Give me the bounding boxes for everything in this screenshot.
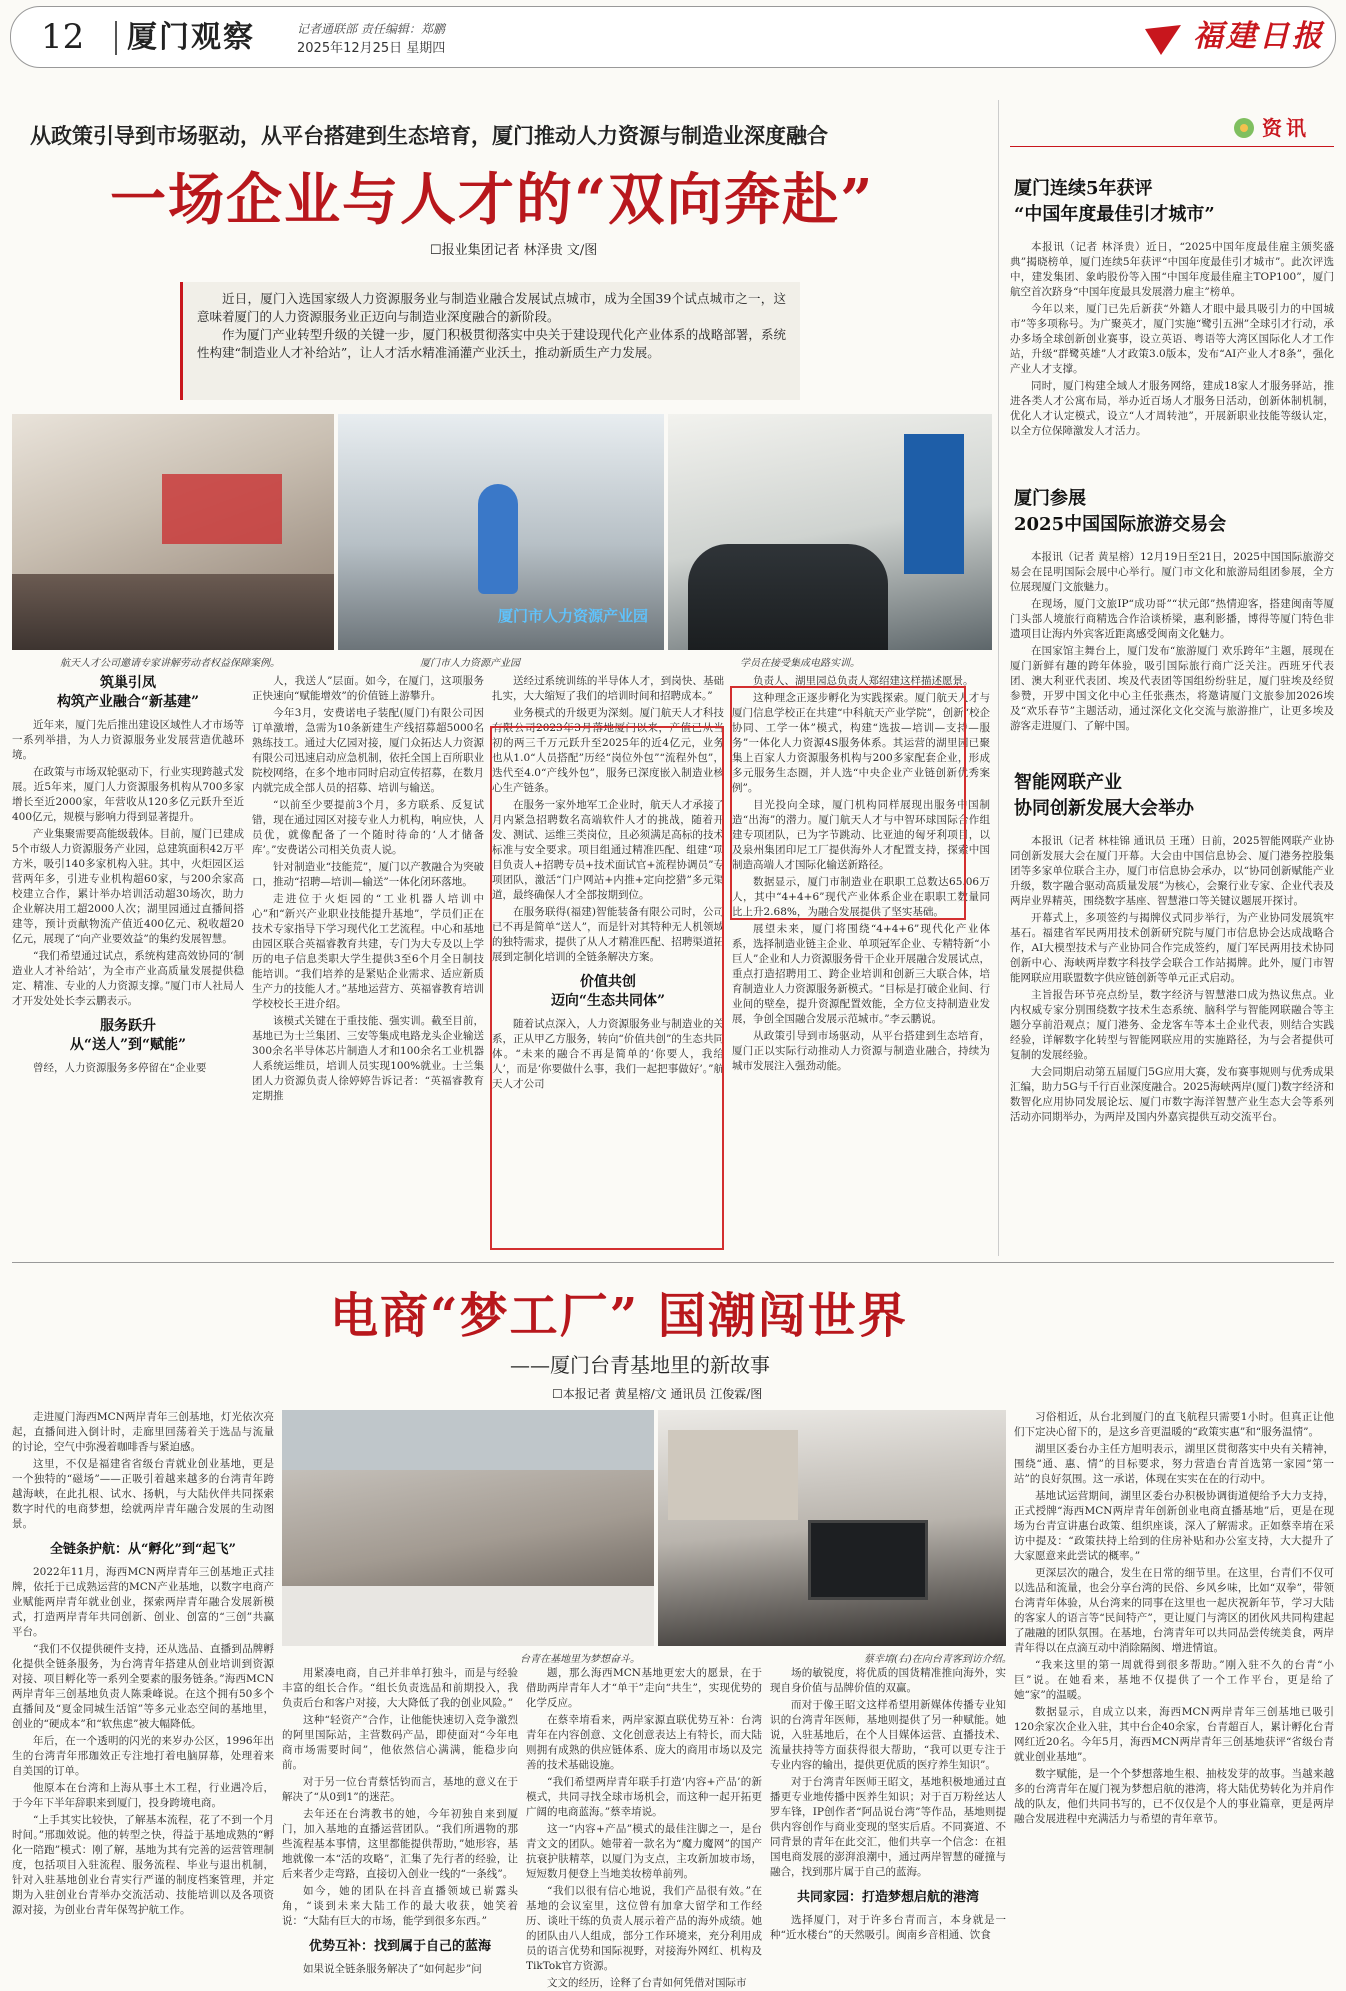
- photo-caption: 厦门市人力资源产业园: [420, 658, 520, 669]
- photo-monitor-shape: [808, 1520, 928, 1600]
- paragraph: 在蔡幸堉看来，两岸家源直联优势互补：台湾青年在内容创意、文化创意表达上有特长，而大陆则拥有成熟的供应链体系、庞大的商用市场以及完善的技术基础设施。: [526, 1714, 762, 1771]
- photo-building-sign: 厦门市人力资源产业园: [498, 607, 649, 625]
- paragraph: “我们不仅提供硬件支持，还从选品、直播到品牌孵化提供全链条服务，为台湾青年搭建从创业培训到资源对接、项目孵化等一系列全要素的服务链条。”海西MCN两岸青年三创基地负责人陈秉峰说。在这个拥有50多个直播间及“夏金同城生活馆”等多元业态空间的基地里，创业的“硬成本”和“软焦虑”被大幅降低。: [12, 1643, 274, 1730]
- lower-byline: ☐本报记者 黄星榕/文 通讯员 江俊霖/图: [552, 1387, 763, 1401]
- sidebar-title: 厦门连续5年获评 “中国年度最佳引才城市”: [1014, 178, 1215, 225]
- highlight-box: [730, 686, 966, 920]
- photo-training-lab: [668, 414, 992, 650]
- photo-screen-shape: [162, 474, 282, 544]
- paragraph: 今年3月，安费诺电子装配(厦门)有限公司因订单激增，急需为10条新建生产线招募超5000名熟练技工。通过大亿园对接，厦门众拓达人力资源有限公司迅速启动应急机制，依托全国上百所职业院校网络，在多个地市同时启动宣传招募，在数月内就完成全部人员的招募、培训与输送。: [252, 707, 484, 794]
- photo-audience-shape: [12, 574, 334, 650]
- paragraph: 开幕式上，多项签约与揭牌仪式同步举行，为产业协同发展筑牢基石。福建省军民两用技术创新研究院与厦门市信息协会达成战略合作，AI大模型技术与产业协同合作完成签约，厦门军民两用技术协同创新中心、海峡两岸数字科技学会联合工作站揭牌。此外，厦门市智能网联应用联盟数字供应链创新等单元正式启动。: [1010, 912, 1334, 984]
- paragraph: 数据显示，自成立以来，海西MCN两岸青年三创基地已吸引120余家次企业入驻，其中台企40余家，台青超百人，累计孵化台青网红近20名。今年5月，海西MCN两岸青年三创基地获评“省级台青就业创业基地”。: [1014, 1706, 1334, 1763]
- paragraph: 大会同期启动第五届厦门5G应用大赛，发布赛事规则与优秀成果汇编，助力5G与千行百业深度融合。2025海峡两岸(厦门)数字经济和数智化应用协同发展论坛、厦门市数字海洋智慧产业生态大会等系列活动亦同期举办，为两岸及国内外嘉宾提供互动交流平台。: [1010, 1066, 1334, 1123]
- subhead: 全链条护航：从“孵化”到“起飞”: [50, 1542, 236, 1557]
- paragraph: 目光投向全球，厦门机构同样展现出服务中国制造“出海”的潜力。厦门航天人才与中智环球国际合作组建专项团队，已为字节跳动、比亚迪的匈牙利项目，以及泉州集团印尼工厂提供海外人才配置支持，探索中国制造高端人才国际化输送新路径。: [732, 799, 990, 871]
- paragraph: 本报讯（记者 黄星榕）12月19日至21日，2025中国国际旅游交易会在昆明国际会展中心举行。厦门市文化和旅游局组团参展，全方位展现厦门文旅魅力。: [1010, 551, 1334, 593]
- subhead: 服务跃升 从“送人”到“赋能”: [69, 1018, 187, 1053]
- paragraph: 在国家馆主舞台上，厦门发布“旅游厦门 欢乐跨年”主题，展现在厦门新鲜有趣的跨年体验，吸引国际旅行商广泛关注。西班牙代表团、澳大利亚代表团、埃及代表团等国组纷纷驻足，厦门驻埃及经贸参赞，开罗中国文化中心主任张燕杰，将邀请厦门文旅参加2026埃及“欢乐春节”主题活动，通过深化文化交流与旅游推广，让更多埃及游客走进厦门、了解中国。: [1010, 645, 1334, 732]
- paragraph: “以前至少要提前3个月，多方联系、反复试错，现在通过园区对接专业人力机构，响应快，人员优，就像配备了一个随时待命的‘人才储备库’。”安费诺公司相关负责人说。: [252, 799, 484, 856]
- column-rule: [998, 100, 999, 1256]
- paragraph: 数据显示，厦门市制造业在职职工总数达65.06万人，其中“4+4+6”现代产业体系企业在职职工数量同比上升2.68%，为融合发展提供了坚实基础。: [732, 876, 990, 918]
- lower-column-4: [770, 1666, 1006, 1941]
- news-badge-label: 资讯: [1262, 116, 1310, 140]
- page-number: 12: [41, 17, 85, 57]
- paragraph: 年后，在一个透明的闪光的来岁办公区，1996年出生的台湾青年邢珈效正专注地打着电脑屏幕，处理着来自美国的订单。: [12, 1735, 274, 1777]
- photo-banner-shape: [904, 434, 964, 574]
- main-kicker: 从政策引导到市场驱动，从平台搭建到生态培育，厦门推动人力资源与制造业深度融合: [30, 123, 828, 148]
- paragraph: 送经过系统训练的半导体人才，到岗快、基础扎实，大大缩短了我们的培训时间和招聘成本。”: [492, 675, 724, 702]
- paragraph: 数字赋能，是一个个梦想落地生根、抽枝发芽的故事。当越来越多的台湾青年在厦门视为梦想启航的港湾，将大陆优势转化为并肩作战的队友，他们共同书写的，已不仅仅是个人的事业篇章，更是两岸融合发展进程中充满活力与希望的青年章节。: [1014, 1768, 1334, 1825]
- photo-seminar: [12, 414, 334, 650]
- paragraph: 走进位于火炬园的“工业机器人培训中心”和“新兴产业职业技能提升基地”，学员们正在技术专家指导下学习现代化工艺流程。中心和基地由园区联合英福睿教育共建，专门为大专及以上学历的电子信息类职大学生提供3至6个月全日制技能培训。“我们培养的是紧贴企业需求、适应新质生产力的技能人才。”基地运营方、英福睿教育培训学校校长王进介绍。: [252, 893, 484, 1010]
- section-name: 厦门观察: [127, 20, 255, 55]
- sidebar-item-body: [1010, 240, 1334, 452]
- paragraph: 主旨报告环节亮点纷呈，数字经济与智慧港口成为热议焦点。业内权威专家分别围绕数字技术生态系统、脑科学与智能网联融合等主题分享前沿观点；厦门港务、金龙客车等本土企业代表，则结合实践经验，详解数字化转型与智能网联应用的实施路径，为与会者提供可复制的发展经验。: [1010, 989, 1334, 1061]
- paragraph: 本报讯（记者 林桂锦 通讯员 王瑾）日前，2025智能网联产业协同创新发展大会在厦门开幕。大会由中国信息协会、厦门港务控股集团等多家单位联合主办，厦门市信息协会承办，以“协同创新赋能产业升级，数字融合驱动高质量发展”为核心，会聚行业专家、企业代表及两岸业界精英，围绕数字基座、智慧港口等关键议题展开探讨。: [1010, 835, 1334, 907]
- paragraph: 该模式关键在于重技能、强实训。截至目前，基地已为士兰集团、三安等集成电路龙头企业输送300余名半导体芯片制造人才和100余名工业机器人系统运维员，培训人员实现100%就业。士兰集团人力资源负责人徐婷婷告诉记者：“英福睿教育定期推: [252, 1015, 484, 1102]
- paragraph: 展望未来，厦门将围绕“4+4+6”现代化产业体系，选择制造业链主企业、单项冠军企业、专精特新“小巨人”企业和人力资源服务骨干企业开展融合发展试点，重点打造招聘用工、跨企业培训和创新三大联合体，培育制造业人力资源服务新模式。“目标是打破企业间、行业间的壁垒，提升资源配置效能，全方位支持制造业发展，争创全国融合发展示范城市。”李云鹏说。: [732, 923, 990, 1025]
- paragraph: 针对制造业“技能荒”，厦门以产教融合为突破口，推动“招聘—培训—输送”一体化闭环落地。: [252, 861, 484, 888]
- paragraph: 同时，厦门构建全域人才服务网络，建成18家人才服务驿站，推进各类人才公寓布局，举办近百场人才服务日活动，创新体制机制，优化人才认定模式，设立“人才周转池”，开展新职业技能等级认定，以全方位保障激发人才活力。: [1010, 380, 1334, 437]
- sidebar-title: 厦门参展 2025中国国际旅游交易会: [1014, 488, 1227, 535]
- section-rule: [12, 1262, 1334, 1263]
- paragraph: 在服务一家外地军工企业时，航天人才承接了月内紧急招聘数名高端软件人才的挑战，随着开发、测试、运维三类岗位，且必须满足高标的技术标准与安全要求。项目组通过精准匹配、组建“项目负责人+招聘专员+技术面试官+流程协调员”专项团队，激活“门户网站+内推+定向挖猎”多元渠道，最终确保人才全部按期到位。: [492, 799, 724, 901]
- paragraph: 这种“轻资产”合作，让他能快速切入竞争激烈的阿里国际站，主营数码产品，即使面对“今年电商市场需要时间”，他依然信心满满，能稳步向前。: [282, 1714, 518, 1771]
- paragraph: 他原本在台湾和上海从事土木工程，行业遇冷后，于今年下半年辞职来到厦门，投身跨境电商。: [12, 1782, 274, 1809]
- badge-underline: [1010, 146, 1334, 147]
- paragraph: 而对于像王昭文这样希望用新媒体传播专业知识的台湾青年医师，基地则提供了另一种赋能。她说，入驻基地后，在个人目媒体运营、直播技术、流量扶持等方面获得很大帮助，“我可以更专注于专业内容的输出，提供更优质的医疗养生知识”。: [770, 1699, 1006, 1771]
- paragraph: 习俗相近，从台北到厦门的直飞航程只需要1小时。但真正让他们下定决心留下的，是这乡音更温暖的“政策实惠”和“服务温情”。: [1014, 1411, 1334, 1438]
- paragraph: 近年来，厦门先后推出建设区域性人才市场等一系列举措，为人力资源服务业发展营造优越环境。: [12, 719, 244, 761]
- paragraph: 走进厦门海西MCN两岸青年三创基地，灯光依次亮起，直播间进入倒计时，走廊里回荡着关于选品与流量的讨论，空气中弥漫着咖啡香与紧迫感。: [12, 1411, 274, 1453]
- photo-shelf-shape: [668, 1430, 798, 1520]
- paragraph: 从政策引导到市场驱动，从平台搭建到生态培育，厦门正以实际行动推动人力资源与制造业融合，持续为城市发展注入强劲动能。: [732, 1030, 990, 1072]
- paragraph: 更深层次的融合，发生在日常的细节里。在这里，台青们不仅可以选品和流量，也会分享台湾的民俗、乡风乡味，比如“双拳”，带领台湾青年体验，从台湾来的同事在这里也一起庆祝新年节，学习大陆的客家人的语言等“民间特产”，更让厦门与湾区的团伙风共同构建起了融融的团队氛围。在基地，台湾青年可以共同品尝传统美食，两岸青年得以在点滴互动中消除隔阂、增进情谊。: [1014, 1567, 1334, 1654]
- photo-mascot-shape: [478, 484, 518, 594]
- paragraph: 在现场，厦门文旅IP“成功哥”“状元郎”热情迎客，搭建闽南等厦门头部人境旅行商精选合作洽谈桥梁，惠利影播，博得等厦门特色非遗项目让海内外宾客近距离感受闽南文化魅力。: [1010, 598, 1334, 640]
- paragraph: 人，我送人”层面。如今，在厦门，这项服务正快速向“赋能增效”的价值链上游攀升。: [252, 675, 484, 702]
- paragraph: 湖里区委台办主任方旭明表示，湖里区贯彻落实中央有关精神，围绕“通、惠、情”的目标要求，努力营造台青首选第一家园“第一站”的良好氛围。这一承诺，体现在实实在在的行动中。: [1014, 1443, 1334, 1485]
- header-divider: [115, 21, 117, 55]
- paragraph: 这里，不仅是福建省省级台青就业创业基地，更是一个独特的“磁场”——正吸引着越来越多的台湾青年跨越海峡，在此扎根、试水、扬帆，与大陆伙伴共同探索数字时代的电商梦想，绘就两岸青年融合发展的生动图景。: [12, 1458, 274, 1530]
- photo-caption: 台青在基地里为梦想奋斗。: [520, 1654, 640, 1665]
- photo-industrial-park: [338, 414, 664, 650]
- paragraph: “我们以很有信心地说，我们产品很有效。”在基地的会议室里，这位曾有加拿大留学和工作经历、谈吐干练的负责人展示着产品的海外成绩。她的团队由八人组成，部分工作环境来，充分利用成员的语言优势和国际视野，对接海外网红、机构及TikTok官方资源。: [526, 1885, 762, 1972]
- lead-paragraph: 作为厦门产业转型升级的关键一步，厦门积极贯彻落实中央关于建设现代化产业体系的战略部署，系统性构建“制造业人才补给站”，让人才活水精准涌灌产业沃土，推动新质生产力发展。: [197, 327, 786, 360]
- paragraph: 在服务联得(福建)智能装备有限公司时，公司已不再是简单“送人”，而是针对其特种无人机领域的独特需求，提供了从人才精准匹配、招聘渠道拓展到定制化培训的全链条解决方案。: [492, 906, 724, 963]
- paragraph: 在政策与市场双轮驱动下，行业实现跨越式发展。近5年来，厦门人力资源服务机构从700多家增长至近2000家，年营收从120多亿元跃升至近400亿元，规模与影响力得到显著提升。: [12, 766, 244, 823]
- paragraph: 如今，她的团队在抖音直播领域已崭露头角，“谈到未来大陆工作的最大收获，她笑着说：“大陆有巨大的市场，能学到很多东西。”: [282, 1885, 518, 1927]
- paragraph: “上手其实比较快，了解基本流程，花了不到一个月时间。”邢珈效说。他的转型之快，得益于基地成熟的“孵化一陪跑”模式：刚了解，基地为其有完善的运营管理制度，包括项目入驻流程、服务流程、毕业与退出机制，针对入驻基地创业台青实行严谨的制度档案管理，并定期为入驻创业台青举办交流活动、技能培训以及各项资源对接，为创业台青年保驾护航工作。: [12, 1814, 274, 1916]
- paragraph: 产业集聚需要高能级载体。目前，厦门已建成5个市级人力资源服务产业园，总建筑面积42万平方米，吸引140多家机构入驻。其中，火炬园区运营两年多，引进专业机构超60家，与200余家高校建立合作，累计举办培训活动超30场次，助力企业解决用工超2000人次；湖里园通过直播间搭建等，预计贡献物流产值近400亿元、税收超20亿元，展现了“向产业要效益”的集约发展智慧。: [12, 828, 244, 945]
- paragraph: 场的敏锐度，将优质的国货精准推向海外，实现自身价值与品牌价值的双赢。: [770, 1667, 1006, 1694]
- lower-column-2: [282, 1666, 518, 1975]
- paragraph: 基地试运营期间，湖里区委台办积极协调街道便给予大力支持，正式授牌“海西MCN两岸青年创新创业电商直播基地”后，更是在现场为台青宣讲惠台政策、组织座谈，深入了解需求。正如蔡幸堉在采访中提及：“政策扶持上给到的住房补贴和办公室支持，大大提升了大家愿意来此尝试的概率。”: [1014, 1490, 1334, 1562]
- highlight-box: [490, 726, 724, 1250]
- paragraph: 用紧凑电商，自己并非单打独斗，而是与经验丰富的组长合作。“组长负责选品和前期投入，我负责后台和客户对接，大大降低了我的创业风险。”: [282, 1667, 518, 1709]
- issue-date: 2025年12月25日 星期四: [297, 41, 446, 56]
- paragraph: 随着试点深入，人力资源服务业与制造业的关系，正从甲乙方服务，转向“价值共创”的生态共同体。“未来的融合不再是简单的‘你要人，我给人’，而是‘你要做什么事，我们一起把事做好’。”航天人才公司: [492, 1018, 724, 1090]
- main-headline: 一场企业与人才的“双向奔赴”: [110, 167, 875, 233]
- paragraph: 去年还在台湾教书的她，今年初独自来到厦门，加入基地的直播运营团队。“我们所遇物的那些流程基本事情，这里都能提供帮助，”她形容，基地就像一本“活的攻略”，汇集了先行者的经验，让后来者少走弯路，直接切入创业一线的“一条线”。: [282, 1808, 518, 1880]
- lower-column-5: [1014, 1410, 1334, 1914]
- photo-caption: 蔡幸堉(右)在向台青客到访介绍。: [864, 1654, 1012, 1665]
- paragraph: 今年以来，厦门已先后新获“外籍人才眼中最具吸引力的中国城市”等多项称号。为广聚英才，厦门实施“鹭引五洲”全球引才行动，承办多场全球创新创业赛事，设立英语、粤语等大湾区国际化人才工作站，升级“群鹭英雄”人才政策3.0版本，发布“AI产业人才8条”，强化产业人才支撑。: [1010, 303, 1334, 375]
- flower-icon: [1232, 116, 1256, 140]
- main-column-2: [252, 674, 484, 1240]
- paragraph: 2022年11月，海西MCN两岸青年三创基地正式挂牌，依托于已成熟运营的MCN产业基地，以数字电商产业赋能两岸青年就业创业，探索两岸青年融合发展新模式，打造两岸青年共同创新、创业、创富的“三创”共赢平台。: [12, 1566, 274, 1638]
- masthead-logo-icon: [1141, 19, 1201, 59]
- paragraph: 这种理念正逐步孵化为实践探索。厦门航天人才与厦门信息学校正在共建“中科航天产业学院”，创新“校企协同、工学一体”模式，构建“选拔—培训—支持—服务”一体化人力资源4S服务体系。其运营的湖里园已聚集上百家人力资源服务机构与200多家配套企业，形成多元服务生态圈，并人选“中央企业产业链创新优秀案例”。: [732, 692, 990, 794]
- paragraph: 负责人、湖里园总负责人郑绍建这样描述愿景。: [753, 675, 974, 687]
- subhead: 优势互补：找到属于自己的蓝海: [308, 1939, 491, 1954]
- paragraph: 本报讯（记者 林泽贵）近日，“2025中国年度最佳雇主颁奖盛典”揭晓榜单，厦门连续5年获评“中国年度最佳引才城市”。此次评选中，建发集团、象屿股份等入围“中国年度最佳雇主TOP100”，厦门航空首次跻身“中国年度最具发展潜力雇主”榜单。: [1010, 241, 1334, 298]
- paragraph: 文文的经历，诠释了台青如何凭借对国际市: [547, 1977, 747, 1989]
- lower-column-1: [12, 1410, 274, 1914]
- photo-base-workers: [282, 1410, 654, 1646]
- editor-line: 记者通联部 责任编辑：郑鹏: [297, 22, 445, 36]
- news-badge: [1232, 114, 1332, 144]
- paragraph: “我们希望通过试点，系统构建高效协同的‘制造业人才补给站’，为全市产业高质量发展提供稳定、精准、专业的人力资源支撑。”厦门市人社局人才开发处处长李云鹏表示。: [12, 950, 244, 1007]
- photo-caption: 航天人才公司邀请专家讲解劳动者权益保障案例。: [60, 658, 280, 669]
- lower-column-3: [526, 1666, 762, 1989]
- paragraph: 曾经，人力资源服务多停留在“企业要: [33, 1062, 207, 1074]
- subhead: 共同家园：打造梦想启航的港湾: [796, 1890, 979, 1905]
- photo-introduction: [658, 1410, 1006, 1646]
- paragraph: “我来这里的第一周就得到很多帮助。”刚入驻不久的台青“小巨”说。在她看来，基地不仅提供了一个工作平台，更是给了她“家”的温暖。: [1014, 1659, 1334, 1701]
- paragraph: “我们希望两岸青年联手打造‘内容+产品’的新模式，共同寻找全球市场机会，而这种一起开拓更广阔的电商蓝海。”蔡幸堉说。: [526, 1776, 762, 1818]
- paper-name: 福建日报: [1193, 19, 1325, 54]
- masthead: [10, 6, 1336, 68]
- main-byline: ☐报业集团记者 林泽贵 文/图: [430, 243, 598, 258]
- photo-students-shape: [688, 544, 888, 650]
- main-column-1: [12, 674, 244, 1240]
- lower-subhead: ——厦门台青基地里的新故事: [510, 1353, 770, 1377]
- paragraph: 业务模式的升级更为深刻。厦门航天人才科技有限公司2023年3月落地厦门以来，产值已从当初的两三千万元跃升至2025年的近4亿元，业务也从1.0“人员搭配”历经“岗位外包”“流程外包”，迭代至4.0“产线外包”，服务已深度嵌入制造业核心生产链条。: [492, 707, 724, 794]
- paragraph: 题，那么海西MCN基地更宏大的愿景，在于借助两岸青年人才“单干”走向“共生”，实现优势的化学反应。: [526, 1667, 762, 1709]
- lead-box: [180, 282, 800, 400]
- paragraph: 如果说全链条服务解决了“如何起步”问: [303, 1963, 482, 1975]
- paragraph: 这一“内容+产品”模式的最佳注脚之一，是台青文文的团队。她带着一款名为“魔力魔网”的国产抗衰护肤精萃，以厦门为支点，主攻新加坡市场，短短数月便登上当地美妆榜单前列。: [526, 1823, 762, 1880]
- photo-window-shape: [282, 1410, 654, 1470]
- lead-paragraph: 近日，厦门入选国家级人力资源服务业与制造业融合发展试点城市，成为全国39个试点城市之一，这意味着厦门的人力资源服务业正迈向与制造业深度融合的新阶段。: [197, 291, 786, 324]
- subhead: 价值共创 迈向“生态共同体”: [550, 974, 666, 1009]
- sidebar-item-body: [1010, 834, 1334, 1242]
- sidebar-item-body: [1010, 550, 1334, 746]
- photo-desk-shape: [282, 1586, 654, 1646]
- lower-headline: 电商“梦工厂” 国潮闯世界: [330, 1288, 908, 1344]
- paragraph: 对于台湾青年医师王昭文，基地积极地通过直播更专业地传播中医养生知识；对于百万粉丝达人罗车锋，IP创作者“阿品说台湾”等作品，基地则提供内容创作与商业变现的坚实后盾。不同赛道、不同背景的青年在此交汇，他们共享一个信念：在祖国电商发展的澎湃浪潮中，通过两岸智慧的碰撞与融合，找到那片属于自己的蓝海。: [770, 1776, 1006, 1878]
- paragraph: 选择厦门，对于许多台青而言，本身就是一种“近水楼台”的天然吸引。闽南乡音相通、饮食: [770, 1914, 1006, 1941]
- photo-caption: 学员在接受集成电路实训。: [740, 658, 860, 669]
- subhead: 筑巢引凤 构筑产业融合“新基建”: [56, 675, 200, 710]
- sidebar-title: 智能网联产业 协同创新发展大会举办: [1014, 772, 1194, 819]
- paragraph: 对于另一位台青蔡恬钧而言，基地的意义在于解决了“从0到1”的迷茫。: [282, 1776, 518, 1803]
